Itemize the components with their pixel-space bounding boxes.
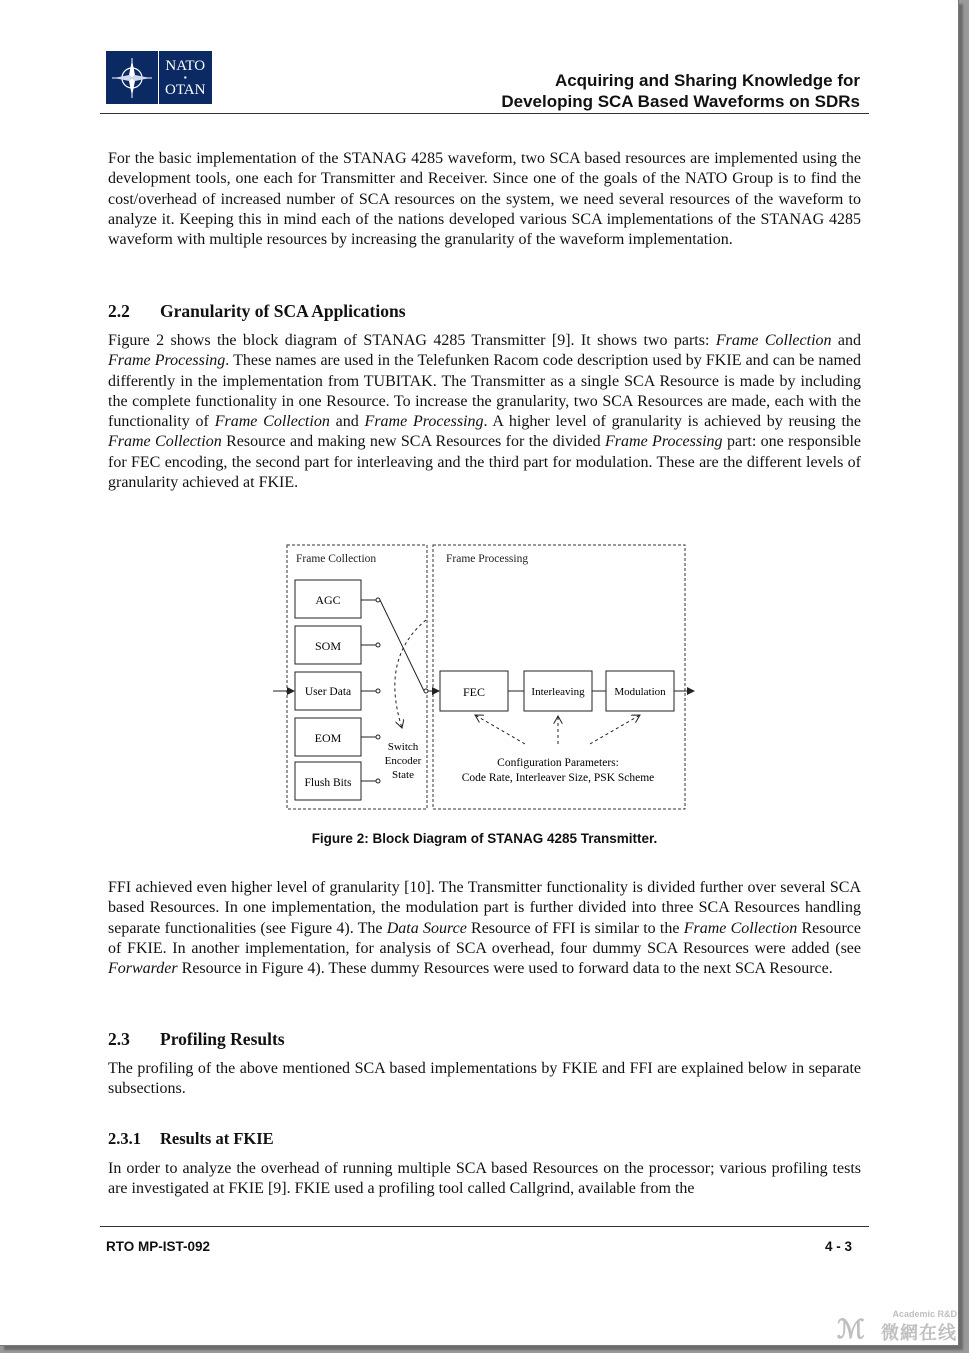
section-title: Granularity of SCA Applications <box>160 301 406 321</box>
header-title-line1: Acquiring and Sharing Knowledge for <box>554 71 860 90</box>
header-title-line2: Developing SCA Based Waveforms on SDRs <box>501 92 860 111</box>
paragraph-intro: For the basic implementation of the STANAG 4285 waveform, two SCA based resources are implemented using the development tools, one each for Transmitter and Receiver. Since one of the goals of the NATO Group is to find the cost/overhead of increased number of SCA resources on the system, we need several resources of the waveform to analyze it. Keeping this in mind each of the nations developed various SCA implementations of the STANAG 4285 waveform with multiple resources by increasing the granularity of the waveform implementation. <box>108 150 861 249</box>
switch-arm <box>380 600 424 691</box>
block-modulation-label: Modulation <box>614 686 666 698</box>
frame-collection-label: Frame Collection <box>296 553 377 565</box>
nato-star-icon <box>106 51 158 104</box>
block-user-data-label: User Data <box>304 686 352 698</box>
switch-state-arrow <box>395 620 426 728</box>
logo-separator: ▪ <box>183 72 187 82</box>
section-heading-2-2 <box>108 301 406 322</box>
block-eom-label: EOM <box>314 731 342 745</box>
block-interleaving-label: Interleaving <box>531 686 585 698</box>
nato-logo-text <box>158 51 212 104</box>
figure-caption: Figure 2: Block Diagram of STANAG 4285 Transmitter. <box>311 831 658 846</box>
logo-bottom-text: OTAN <box>165 81 206 98</box>
section-title: Results at FKIE <box>160 1129 274 1148</box>
section-title: Profiling Results <box>160 1029 285 1049</box>
paragraph-profiling: The profiling of the above mentioned SCA based implementations by FKIE and FFI are explained below in separate subsections. <box>108 1060 861 1098</box>
section-number: 2.3.1 <box>108 1129 141 1148</box>
footer-page-number: 4 - 3 <box>824 1239 852 1254</box>
block-agc-label: AGC <box>315 593 341 607</box>
paragraph-fkie-results: In order to analyze the overhead of running multiple SCA based Resources on the processor; various profiling tests are investigated at FKIE [9]. FKIE used a profiling tool called Callgrind, available from the <box>108 1160 861 1198</box>
paragraph-granularity: Figure 2 shows the block diagram of STANAG 4285 Transmitter [9]. It shows two parts: Frame Collection and Frame Processing. These names are used in the Telefunken Racom code description used by FKIE and can be named differently in the implementation from TUBITAK. The Transmitter as a single SCA Resource is made by including the complete functionality in one Resource. To increase the granularity, two SCA Resources are made, each with the functionality of Frame Collection and Frame Processing. A higher level of granularity is achieved by reusing the Frame Collection Resource and making new SCA Resources for the divided Frame Processing part: one responsible for FEC encoding, the second part for interleaving and the third part for modulation. These are the different levels of granularity achieved at FKIE. <box>108 332 862 492</box>
header-rule <box>100 113 869 114</box>
switch-label-3: State <box>392 769 414 781</box>
watermark-logo-icon: ℳ <box>837 1314 865 1344</box>
footer-document-id: RTO MP-IST-092 <box>106 1239 211 1254</box>
block-flush-bits-label: Flush Bits <box>304 777 352 789</box>
block-diagram-figure <box>270 540 700 816</box>
watermark <box>837 1309 957 1345</box>
section-heading-2-3-1 <box>108 1129 274 1149</box>
section-number: 2.2 <box>108 301 130 321</box>
config-params-line2: Code Rate, Interleaver Size, PSK Scheme <box>461 772 655 784</box>
section-number: 2.3 <box>108 1029 130 1049</box>
block-som-label: SOM <box>314 639 342 653</box>
footer-rule <box>100 1226 869 1227</box>
switch-label-1: Switch <box>387 741 419 753</box>
block-fec-label: FEC <box>462 685 486 699</box>
watermark-big-text: 微網在线 <box>881 1323 957 1343</box>
watermark-small-text: Academic R&D <box>892 1309 957 1319</box>
switch-label-2: Encoder <box>384 755 422 767</box>
paragraph-ffi: FFI achieved even higher level of granularity [10]. The Transmitter functionality is divided further over several SCA based Resources. In one implementation, the modulation part is further divided into three SCA Resources handling separate functionalities (see Figure 4). The Data Source Resource of FFI is similar to the Frame Collection Resource of FKIE. In another implementation, for analysis of SCA overhead, four dummy SCA Resources were added (see Forwarder Resource in Figure 4). These dummy Resources were used to forward data to the next SCA Resource. <box>108 879 861 978</box>
config-params-line1: Configuration Parameters: <box>497 757 619 769</box>
nato-logo <box>106 51 212 104</box>
document-header-title <box>501 70 860 112</box>
logo-top-text: NATO <box>165 57 206 74</box>
frame-processing-label: Frame Processing <box>446 553 529 565</box>
section-heading-2-3 <box>108 1029 285 1050</box>
